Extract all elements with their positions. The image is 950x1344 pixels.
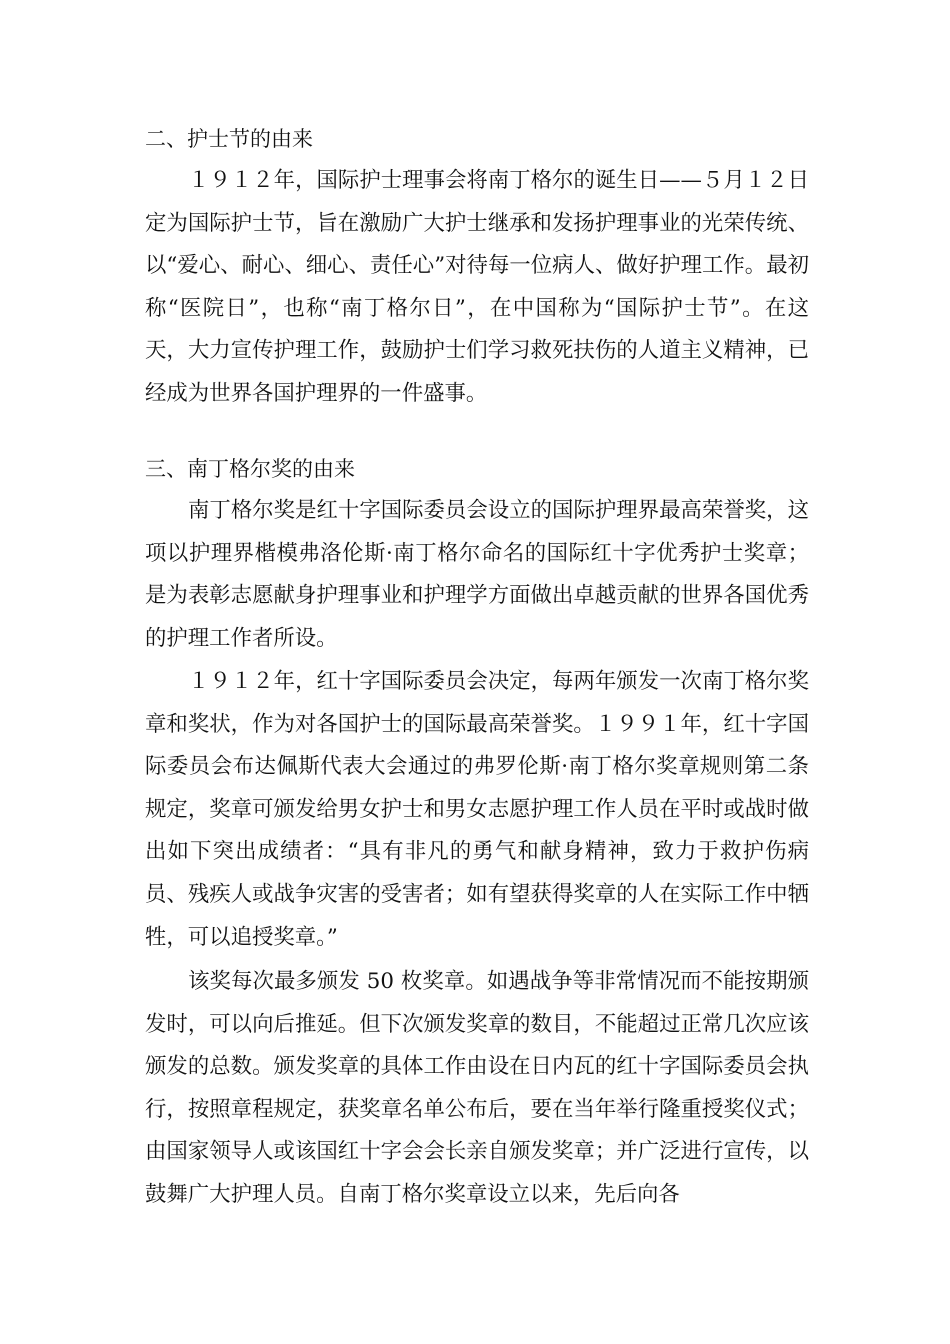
section-heading-nightingale-award: 三、南丁格尔奖的由来	[145, 457, 355, 481]
section-heading-nurses-day: 二、护士节的由来	[145, 127, 313, 151]
paragraph-nurses-day-origin: １９１２年，国际护士理事会将南丁格尔的诞生日——５月１２日定为国际护士节，旨在激励广大护士继承和发扬护理事业的光荣传统、以“爱心、耐心、细心、责任心”对待每一位病人、做好护理工作。最初称“医院日”，也称“南丁格尔日”，在中国称为“国际护士节”。在这天，大力宣传护理工作，鼓励护士们学习救死扶伤的人道主义精神，已经成为世界各国护理界的一件盛事。	[145, 168, 809, 406]
paragraph-award-history: １９１２年，红十字国际委员会决定，每两年颁发一次南丁格尔奖章和奖状，作为对各国护士的国际最高荣誉奖。１９９１年，红十字国际委员会布达佩斯代表大会通过的弗罗伦斯·南丁格尔奖章规则第二条规定，奖章可颁发给男女护士和男女志愿护理工作人员在平时或战时做出如下突出成绩者：“具有非凡的勇气和献身精神，致力于救护伤病员、残疾人或战争灾害的受害者；如有望获得奖章的人在实际工作中牺牲，可以追授奖章。”	[145, 669, 809, 950]
paragraph-award-definition: 南丁格尔奖是红十字国际委员会设立的国际护理界最高荣誉奖，这项以护理界楷模弗洛伦斯·南丁格尔命名的国际红十字优秀护士奖章；是为表彰志愿献身护理事业和护理学方面做出卓越贡献的世界各国优秀的护理工作者所设。	[145, 498, 809, 651]
paragraph-award-rules: 该奖每次最多颁发 50 枚奖章。如遇战争等非常情况而不能按期颁发时，可以向后推延。但下次颁发奖章的数目，不能超过正常几次应该颁发的总数。颁发奖章的具体工作由设在日内瓦的红十字国际委员会执行，按照章程规定，获奖章名单公布后，要在当年举行隆重授奖仪式；由国家领导人或该国红十字会会长亲自颁发奖章；并广泛进行宣传，以鼓舞广大护理人员。自南丁格尔奖章设立以来，先后向各	[145, 969, 809, 1207]
